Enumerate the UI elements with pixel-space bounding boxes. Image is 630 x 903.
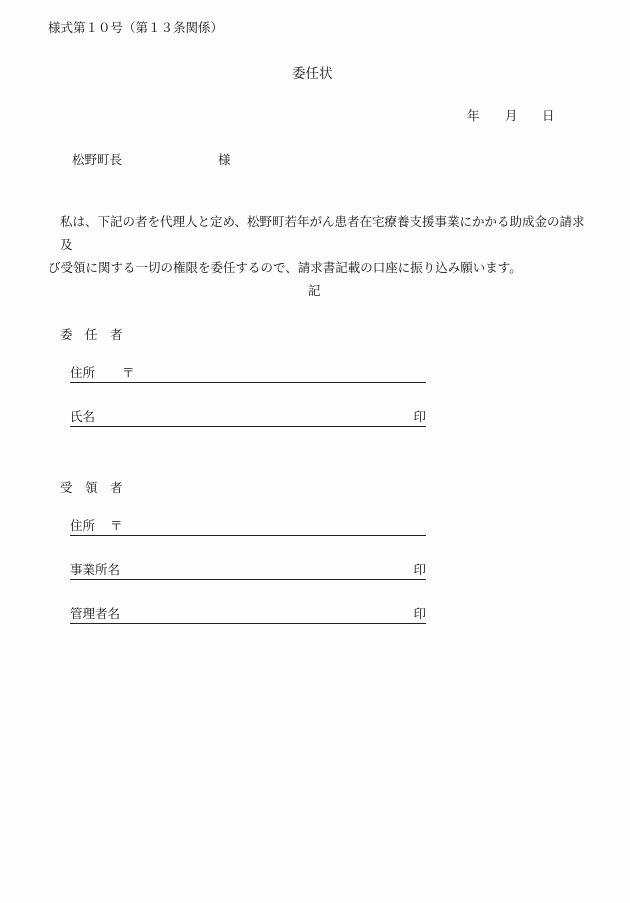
recipient-office-seal: 印 — [413, 562, 426, 577]
ki-heading: 記 — [308, 283, 321, 298]
delegator-name-label: 氏名 — [70, 409, 96, 424]
recipient-postal-mark: 〒 — [110, 518, 123, 533]
body-line-1: 私は、下記の者を代理人と定め、松野町若年がん患者在宅療養支援事業にかかる助成金の請求及 — [60, 214, 585, 252]
recipient-address-field[interactable] — [70, 519, 426, 536]
recipient-heading: 受 領 者 — [60, 480, 123, 495]
recipient-office-label: 事業所名 — [70, 562, 121, 577]
recipient-manager-field[interactable] — [70, 607, 426, 624]
recipient-manager-seal: 印 — [413, 606, 426, 621]
date-month: 月 — [505, 108, 518, 123]
delegator-seal: 印 — [413, 409, 426, 424]
body-line-2: び受領に関する一切の権限を委任するので、請求書記載の口座に振り込み願います。 — [48, 260, 522, 275]
recipient-address-label: 住所 — [70, 518, 96, 533]
body-text — [48, 210, 588, 279]
form-number: 様式第１０号（第１３条関係） — [48, 20, 224, 35]
addressee-honorific: 様 — [218, 152, 231, 167]
delegator-address-label: 住所 — [70, 365, 96, 380]
addressee-name: 松野町長 — [72, 152, 123, 167]
date-day: 日 — [542, 108, 555, 123]
delegator-postal-mark: 〒 — [122, 365, 135, 380]
date-year: 年 — [467, 108, 480, 123]
document-title: 委任状 — [292, 66, 333, 82]
recipient-office-field[interactable] — [70, 563, 426, 580]
recipient-manager-label: 管理者名 — [70, 606, 121, 621]
delegator-address-field[interactable] — [70, 366, 426, 383]
delegator-heading: 委 任 者 — [60, 327, 123, 342]
delegator-name-field[interactable] — [70, 410, 426, 427]
